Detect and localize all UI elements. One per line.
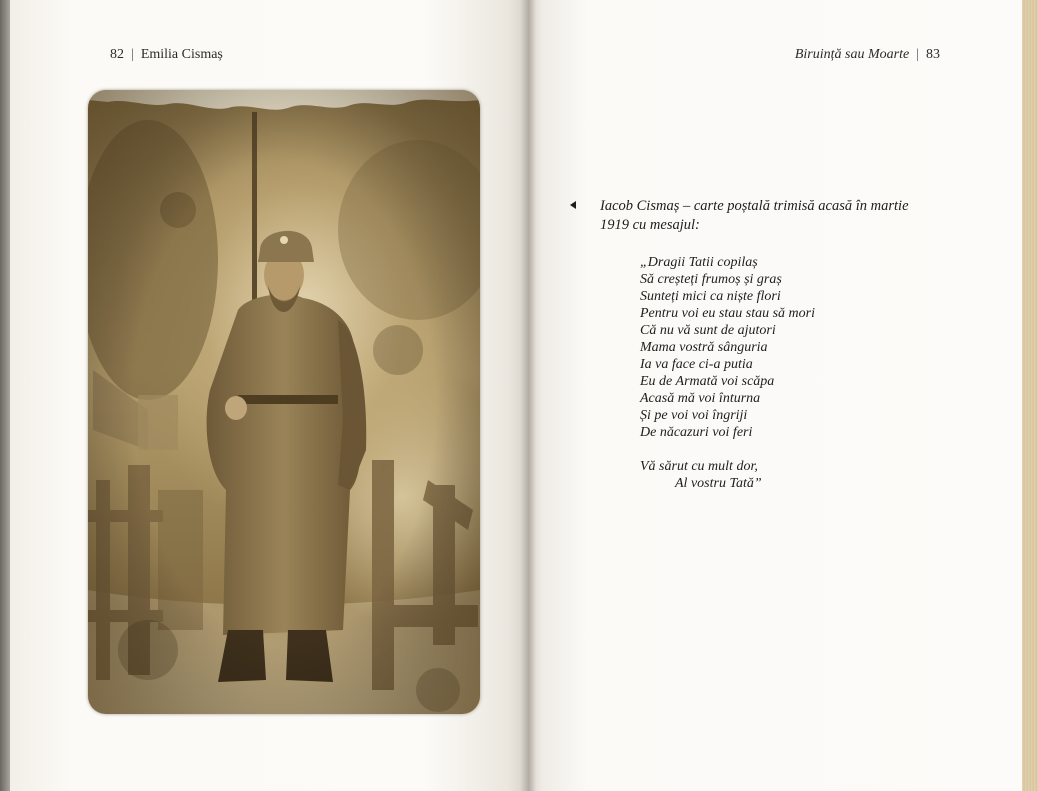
left-header-author: Emilia Cismaș	[140, 47, 223, 62]
page-stack-edge	[1022, 0, 1038, 791]
poem-line: „Dragii Tatii copilaș	[640, 255, 758, 270]
poem-line: Să creșteți frumoș și graș	[640, 272, 782, 287]
poem-signature-line: Al vostru Tată”	[675, 476, 762, 491]
left-page-number: 82	[110, 47, 124, 62]
photo-illustration	[88, 90, 480, 714]
left-page-header	[110, 47, 223, 63]
left-header-separator: |	[131, 47, 134, 62]
poem-closing-line: Vă sărut cu mult dor,	[640, 459, 758, 474]
book-cover-edge	[0, 0, 10, 791]
right-page-number: 83	[926, 47, 940, 62]
photo-vignette	[88, 90, 480, 714]
right-header-separator: |	[916, 47, 919, 62]
poem-line: Pentru voi eu stau stau să mori	[640, 306, 815, 321]
poem-line: Ia va face ci-a putia	[640, 357, 753, 372]
poem-line: Sunteți mici ca niște flori	[640, 289, 781, 304]
vintage-soldier-photograph	[88, 90, 480, 714]
caption-pointer-icon	[570, 201, 576, 209]
poem-line: Mama vostră sânguria	[640, 340, 768, 355]
poem-line: Că nu vă sunt de ajutori	[640, 323, 776, 338]
postcard-message-poem	[640, 254, 940, 492]
book-gutter	[520, 0, 536, 791]
poem-line: Și pe voi voi îngriji	[640, 408, 748, 423]
photo-caption	[572, 197, 932, 235]
caption-text: Iacob Cismaș – carte poștală trimisă acasă în martie 1919 cu mesajul:	[600, 198, 909, 233]
poem-line: De năcazuri voi feri	[640, 425, 753, 440]
right-header-running-title: Biruință sau Moarte	[794, 47, 910, 62]
right-page-header	[795, 47, 940, 63]
poem-line: Acasă mă voi înturna	[640, 391, 761, 406]
poem-line: Eu de Armată voi scăpa	[640, 374, 775, 389]
